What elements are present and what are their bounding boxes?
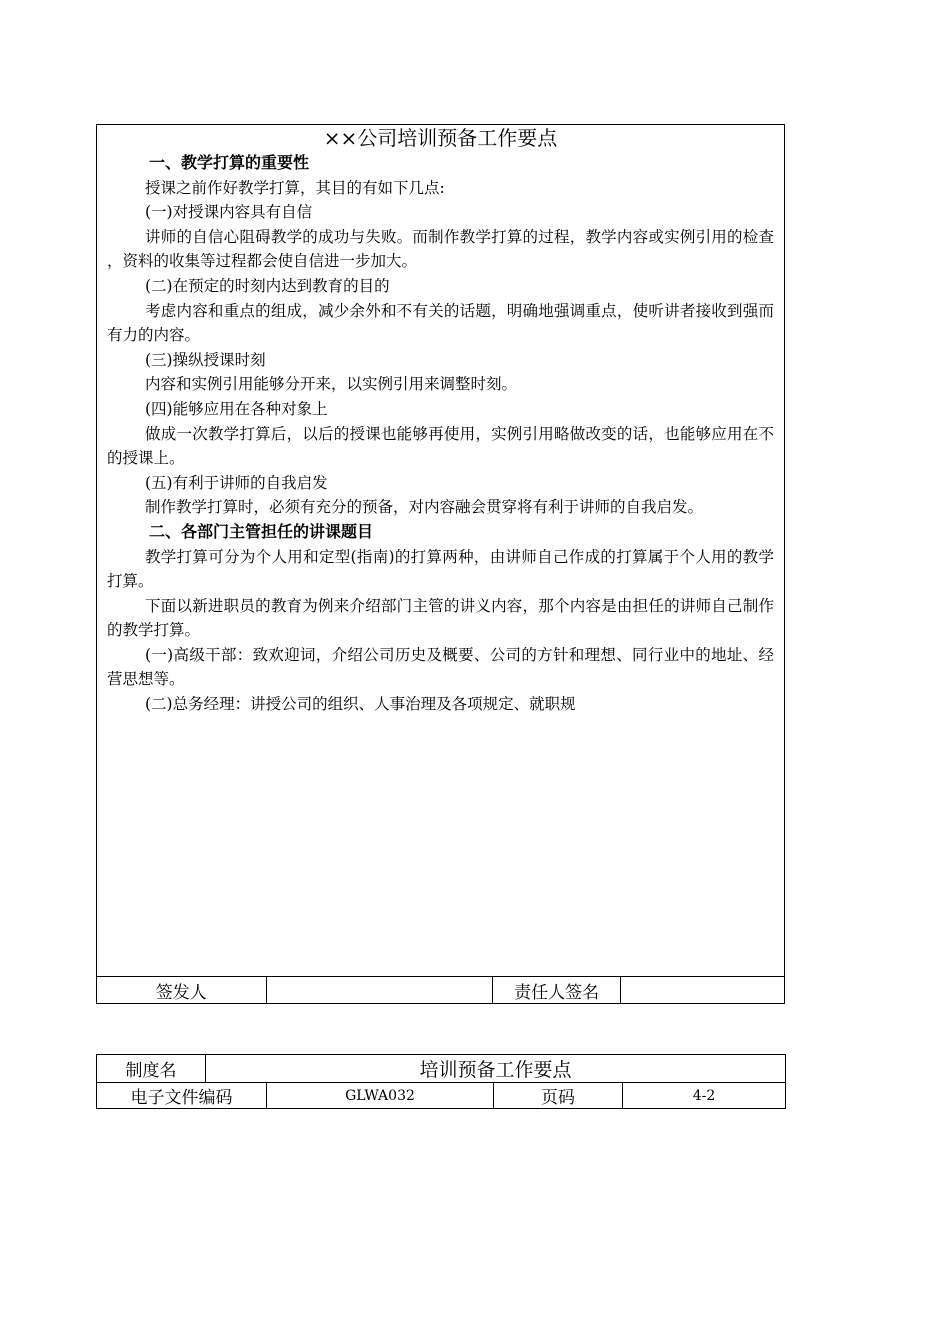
file-code-label: 电子文件编码 — [97, 1083, 267, 1109]
system-name-label: 制度名 — [97, 1055, 206, 1083]
paragraph: 内容和实例引用能够分开来，以实例引用来调整时刻。 — [145, 375, 518, 394]
signature-row — [97, 976, 784, 1003]
document-frame — [96, 124, 785, 1004]
paragraph: 教学打算可分为个人用和定型(指南)的打算两种，由讲师自己作成的打算属于个人用的教学 打算。 — [107, 547, 774, 591]
responsible-signature-field[interactable] — [621, 977, 784, 1003]
list-item: (五)有利于讲师的自我启发 — [145, 473, 328, 492]
info-row-file-code — [97, 1083, 786, 1109]
list-item: (四)能够应用在各种对象上 — [145, 399, 328, 418]
info-row-system-name — [97, 1055, 786, 1083]
file-code-value: GLWA032 — [267, 1083, 494, 1109]
issuer-label: 签发人 — [97, 977, 267, 1003]
paragraph: 考虑内容和重点的组成，减少余外和不有关的话题，明确地强调重点，使听讲者接收到强而 有力的内容。 — [107, 301, 774, 345]
document-info-table — [96, 1054, 786, 1109]
section-heading: 一、教学打算的重要性 — [149, 153, 310, 172]
responsible-label: 责任人签名 — [493, 977, 622, 1003]
list-item: (三)操纵授课时刻 — [145, 350, 266, 369]
list-item: (二)在预定的时刻内达到教育的目的 — [145, 276, 390, 295]
paragraph: 制作教学打算时，必须有充分的预备，对内容融会贯穿将有利于讲师的自我启发。 — [145, 498, 704, 517]
document-body — [107, 151, 774, 717]
paragraph: (一)高级干部：致欢迎词，介绍公司历史及概要、公司的方针和理想、同行业中的地址、经 营思想等。 — [107, 645, 774, 689]
paragraph: 做成一次教学打算后，以后的授课也能够再使用，实例引用略做改变的话，也能够应用在不 的授课上。 — [107, 424, 774, 468]
issuer-field[interactable] — [267, 977, 493, 1003]
page-label: 页码 — [494, 1083, 623, 1109]
paragraph: 讲师的自信心阻碍教学的成功与失败。而制作教学打算的过程，教学内容或实例引用的检查 ，资料的收集等过程都会使自信进一步加大。 — [107, 227, 774, 271]
paragraph: 授课之前作好教学打算，其目的有如下几点: — [145, 178, 445, 197]
section-heading: 二、各部门主管担任的讲课题目 — [149, 521, 374, 541]
system-name-value: 培训预备工作要点 — [206, 1055, 786, 1083]
paragraph: 下面以新进职员的教育为例来介绍部门主管的讲义内容，那个内容是由担任的讲师自己制作 的教学打算。 — [107, 596, 774, 640]
paragraph: (二)总务经理：讲授公司的组织、人事治理及各项规定、就职规 — [145, 695, 576, 714]
page-number-value: 4-2 — [623, 1083, 786, 1109]
document-title: ××公司培训预备工作要点 — [323, 126, 558, 150]
list-item: (一)对授课内容具有自信 — [145, 203, 313, 222]
